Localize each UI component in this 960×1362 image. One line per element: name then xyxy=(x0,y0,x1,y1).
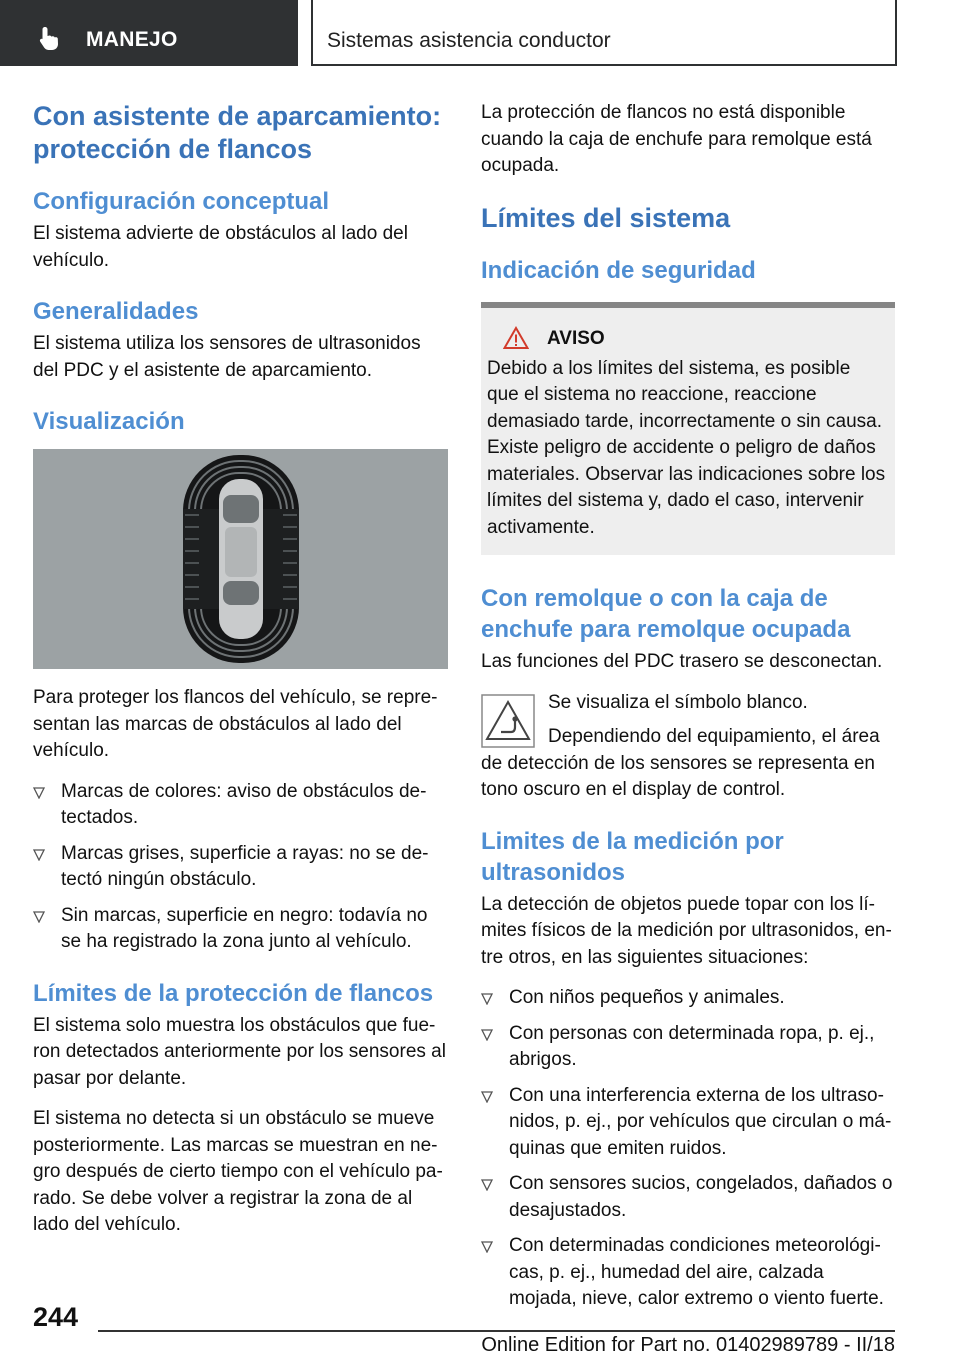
bullet-triangle-icon xyxy=(481,1091,493,1103)
trailer-hitch-warning-icon xyxy=(481,694,535,748)
paragraph-display: Para proteger los flancos del vehículo, se representan las marcas de obstáculos al lado del vehículo. xyxy=(33,687,438,761)
list-item: Con sensores sucios, congelados, dañados o desajustados. xyxy=(481,1171,895,1224)
warning-triangle-icon xyxy=(503,326,529,350)
warning-label: AVISO xyxy=(547,327,605,349)
list-item: Sin marcas, superficie en negro: todavía no se ha registrado la zona junto al vehículo. xyxy=(33,903,448,956)
parking-display-illustration xyxy=(33,449,448,669)
bullet-triangle-icon xyxy=(33,849,45,861)
paragraph-limits-1: El sistema solo muestra los obstáculos que fueron detectados anteriormente por los sensores al pasar por delante. xyxy=(33,1014,446,1089)
page-header xyxy=(0,0,960,66)
marker-list xyxy=(33,779,448,956)
warning-box xyxy=(481,302,895,556)
page-footer xyxy=(0,1290,960,1362)
paragraph-trailer: Las funciones del PDC trasero se desconectan. xyxy=(481,651,883,672)
list-item: Con niños pequeños y animales. xyxy=(481,985,895,1012)
footer-divider xyxy=(98,1330,895,1332)
chapter-title: Sistemas asistencia conductor xyxy=(327,29,611,52)
trailer-symbol-row xyxy=(481,690,895,804)
section-title-flank-protection: Con asistente de aparcamiento: protección de flancos xyxy=(33,101,442,164)
bullet-triangle-icon xyxy=(481,1029,493,1041)
paragraph-symbol: Se visualiza el símbolo blanco. xyxy=(548,691,808,713)
list-item: Marcas de colores: aviso de obstáculos detectados. xyxy=(33,779,448,832)
heading-limits-flank: Límites de la protección de flancos xyxy=(33,979,434,1007)
bullet-triangle-icon xyxy=(481,993,493,1005)
car-top-view-image xyxy=(33,449,448,669)
heading-safety: Indicación de seguridad xyxy=(481,256,756,284)
left-column xyxy=(33,100,448,1253)
list-item: Con una interferencia externa de los ultrasonidos, p. ej., por vehículos que circulan o máquinas que emiten ruidos. xyxy=(481,1083,895,1163)
list-item: Con determinadas condiciones meteorológicas, p. ej., humedad del aire, calzada mojada, nieve, calor extremo o viento fuerte. xyxy=(481,1233,895,1313)
chapter-box xyxy=(311,0,897,66)
bullet-triangle-icon xyxy=(481,1179,493,1191)
paragraph-general: El sistema utiliza los sensores de ultrasonidos del PDC y el asistente de aparcamiento. xyxy=(33,333,421,381)
heading-trailer: Con remolque o con la caja de enchufe para remolque ocupada xyxy=(481,585,851,643)
paragraph-trailer-availability: La protección de flancos no está disponible cuando la caja de enchufe para remolque está ocupada. xyxy=(481,102,872,176)
right-column xyxy=(481,100,895,1327)
bullet-triangle-icon xyxy=(33,911,45,923)
warning-heading xyxy=(487,328,887,350)
page-number: 244 xyxy=(33,1302,79,1332)
heading-general: Generalidades xyxy=(33,298,199,325)
hand-pointer-icon xyxy=(36,24,64,52)
heading-ultrasonic: Limites de la medición por ultrasonidos xyxy=(481,827,784,886)
list-item: Con personas con determinada ropa, p. ej., abrigos. xyxy=(481,1021,895,1074)
bullet-triangle-icon xyxy=(481,1241,493,1253)
bullet-triangle-icon xyxy=(33,787,45,799)
section-title: MANEJO xyxy=(86,28,178,51)
list-item: Marcas grises, superficie a rayas: no se detectó ningún obstáculo. xyxy=(33,841,448,894)
heading-display: Visualización xyxy=(33,408,185,435)
section-title-system-limits: Límites del sistema xyxy=(481,202,731,233)
heading-concept: Configuración conceptual xyxy=(33,188,330,215)
ultrasonic-limits-list xyxy=(481,985,895,1313)
warning-text: Debido a los límites del sistema, es posible que el sistema no reaccione, reaccione demasiado tarde, incorrectamente o sin causa. Existe peligro de accidente o peligro de daños materiales. Observar las indicaciones sobre los límites del sistema y, dado el caso, intervenir activamente. xyxy=(487,357,886,538)
section-tab xyxy=(0,0,298,66)
paragraph-limits-2: El sistema no detecta si un obstáculo se mueve posteriormente. Las marcas se muestran en negro después de cierto tiempo con el vehículo parado. Se debe volver a registrar la zona de al lado del vehículo. xyxy=(33,1108,443,1235)
paragraph-dependent: Dependiendo del equipamiento, el área de detección de los sensores se representa en tono oscuro en el display de control. xyxy=(481,726,880,800)
edition-note: Online Edition for Part no. 01402989789 - II/18 xyxy=(481,1334,895,1356)
paragraph-ultrasonic: La detección de objetos puede topar con los límites físicos de la medición por ultrasonidos, entre otros, en las siguientes situaciones: xyxy=(481,893,892,968)
paragraph-concept: El sistema advierte de obstáculos al lado del vehículo. xyxy=(33,223,408,271)
